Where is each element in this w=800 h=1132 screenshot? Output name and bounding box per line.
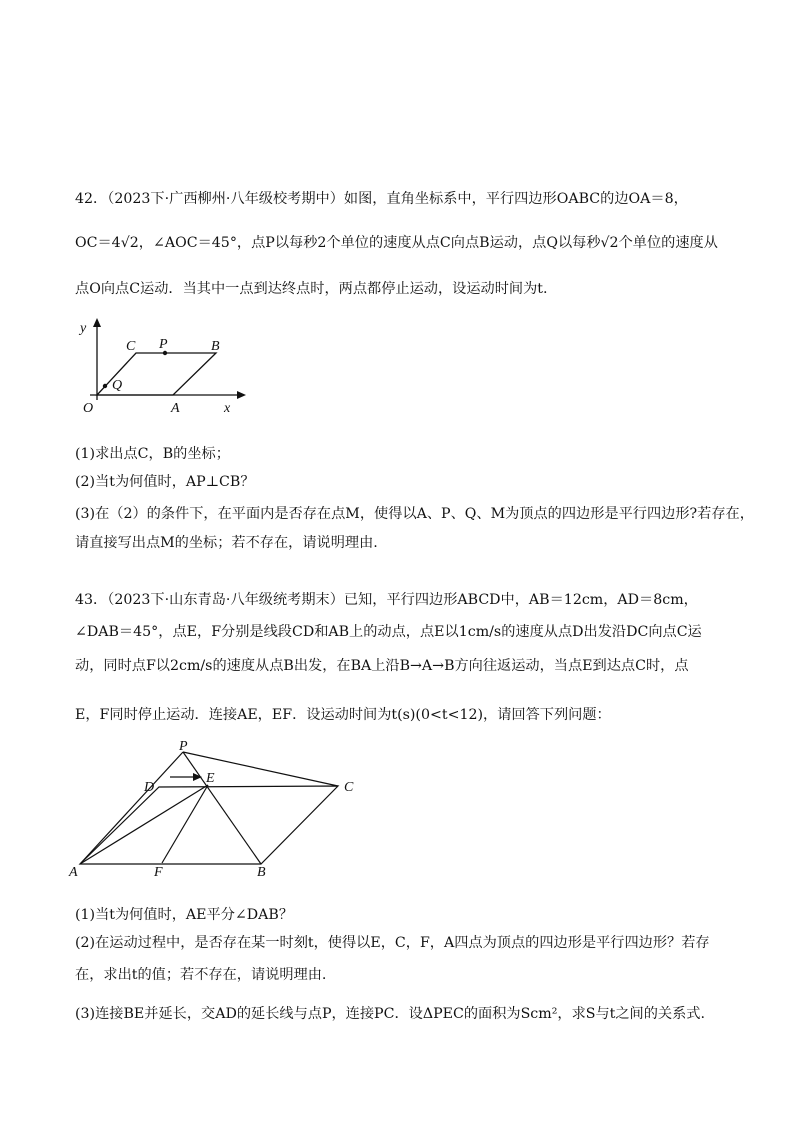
q43-sub-4: (3)连接BE并延长，交AD的延长线与点P，连接PC．设ΔPEC的面积为Scm²，求S与t之间的关系式.	[75, 1006, 706, 1022]
x-axis-arrow	[237, 391, 246, 399]
q42-sub-2: (2)当t为何值时，AP⊥CB？	[75, 474, 255, 490]
q43-stem-line-4: E，F同时停止运动．连接AE，EF．设运动时间为t(s)(0<t<12)，请回答下列问题：	[75, 707, 611, 723]
label-c: C	[126, 339, 136, 354]
q42-sub-4: 请直接写出点M的坐标；若不存在，请说明理由.	[75, 535, 378, 551]
label-o: O	[83, 401, 94, 416]
q42-sub-1: (1)求出点C，B的坐标；	[75, 446, 230, 462]
q42-stem-line-2: OC＝4√2，∠AOC＝45°，点P以每秒2个单位的速度从点C向点B运动，点Q以每秒√2个单位的速度从	[75, 235, 718, 251]
label-q: Q	[112, 378, 123, 393]
label-d: D	[144, 780, 155, 795]
q43-stem-line-2: ∠DAB＝45°，点E，F分别是线段CD和AB上的动点，点E以1cm/s的速度从点D出发沿DC向点C运	[75, 624, 702, 640]
parallelogram-abcd	[80, 786, 338, 864]
q43-sub-1: (1)当t为何值时，AE平分∠DAB？	[75, 907, 294, 923]
label-p: P	[159, 337, 168, 352]
q42-sub-3: (3)在（2）的条件下，在平面内是否存在点M，使得以A、P、Q、M为顶点的四边形是平行四边形?若存在，	[75, 506, 754, 522]
label-x: x	[224, 401, 231, 416]
q42-parallelogram-figure	[70, 318, 260, 418]
q42-stem-line-3: 点O向点C运动．当其中一点到达终点时，两点都停止运动，设运动时间为t.	[75, 281, 548, 297]
label-y: y	[80, 321, 87, 336]
label-a: A	[171, 401, 180, 416]
segment-ae	[80, 785, 208, 864]
q43-sub-3: 在，求出t的值；若不存在，请说明理由.	[75, 967, 327, 983]
label-p: P	[179, 740, 188, 754]
segment-fe	[162, 785, 208, 863]
label-a: A	[69, 865, 78, 880]
label-b: B	[211, 339, 220, 354]
y-axis-arrow	[93, 318, 101, 327]
segment-pa	[80, 752, 183, 864]
label-c: C	[344, 780, 354, 795]
label-b: B	[257, 865, 266, 880]
q43-sub-2: (2)在运动过程中，是否存在某一时刻t，使得以E，C，F，A四点为顶点的四边形是平行四边形？若存	[75, 935, 710, 951]
label-f: F	[154, 865, 163, 880]
motion-arrow-head	[193, 773, 202, 781]
point-q	[103, 384, 107, 388]
q42-stem-line-1: 42．（2023下·广西柳州·八年级校考期中）如图，直角坐标系中，平行四边形OABC的边OA＝8，	[75, 191, 688, 207]
label-e: E	[206, 771, 215, 786]
q43-parallelogram-figure	[66, 740, 366, 880]
q43-stem-line-3: 动，同时点F以2cm/s的速度从点B出发，在BA上沿B→A→B方向往返运动，当点E到达点C时，点	[75, 658, 689, 674]
q43-stem-line-1: 43．（2023下·山东青岛·八年级统考期末）已知，平行四边形ABCD中，AB＝12cm，AD＝8cm，	[75, 592, 698, 608]
